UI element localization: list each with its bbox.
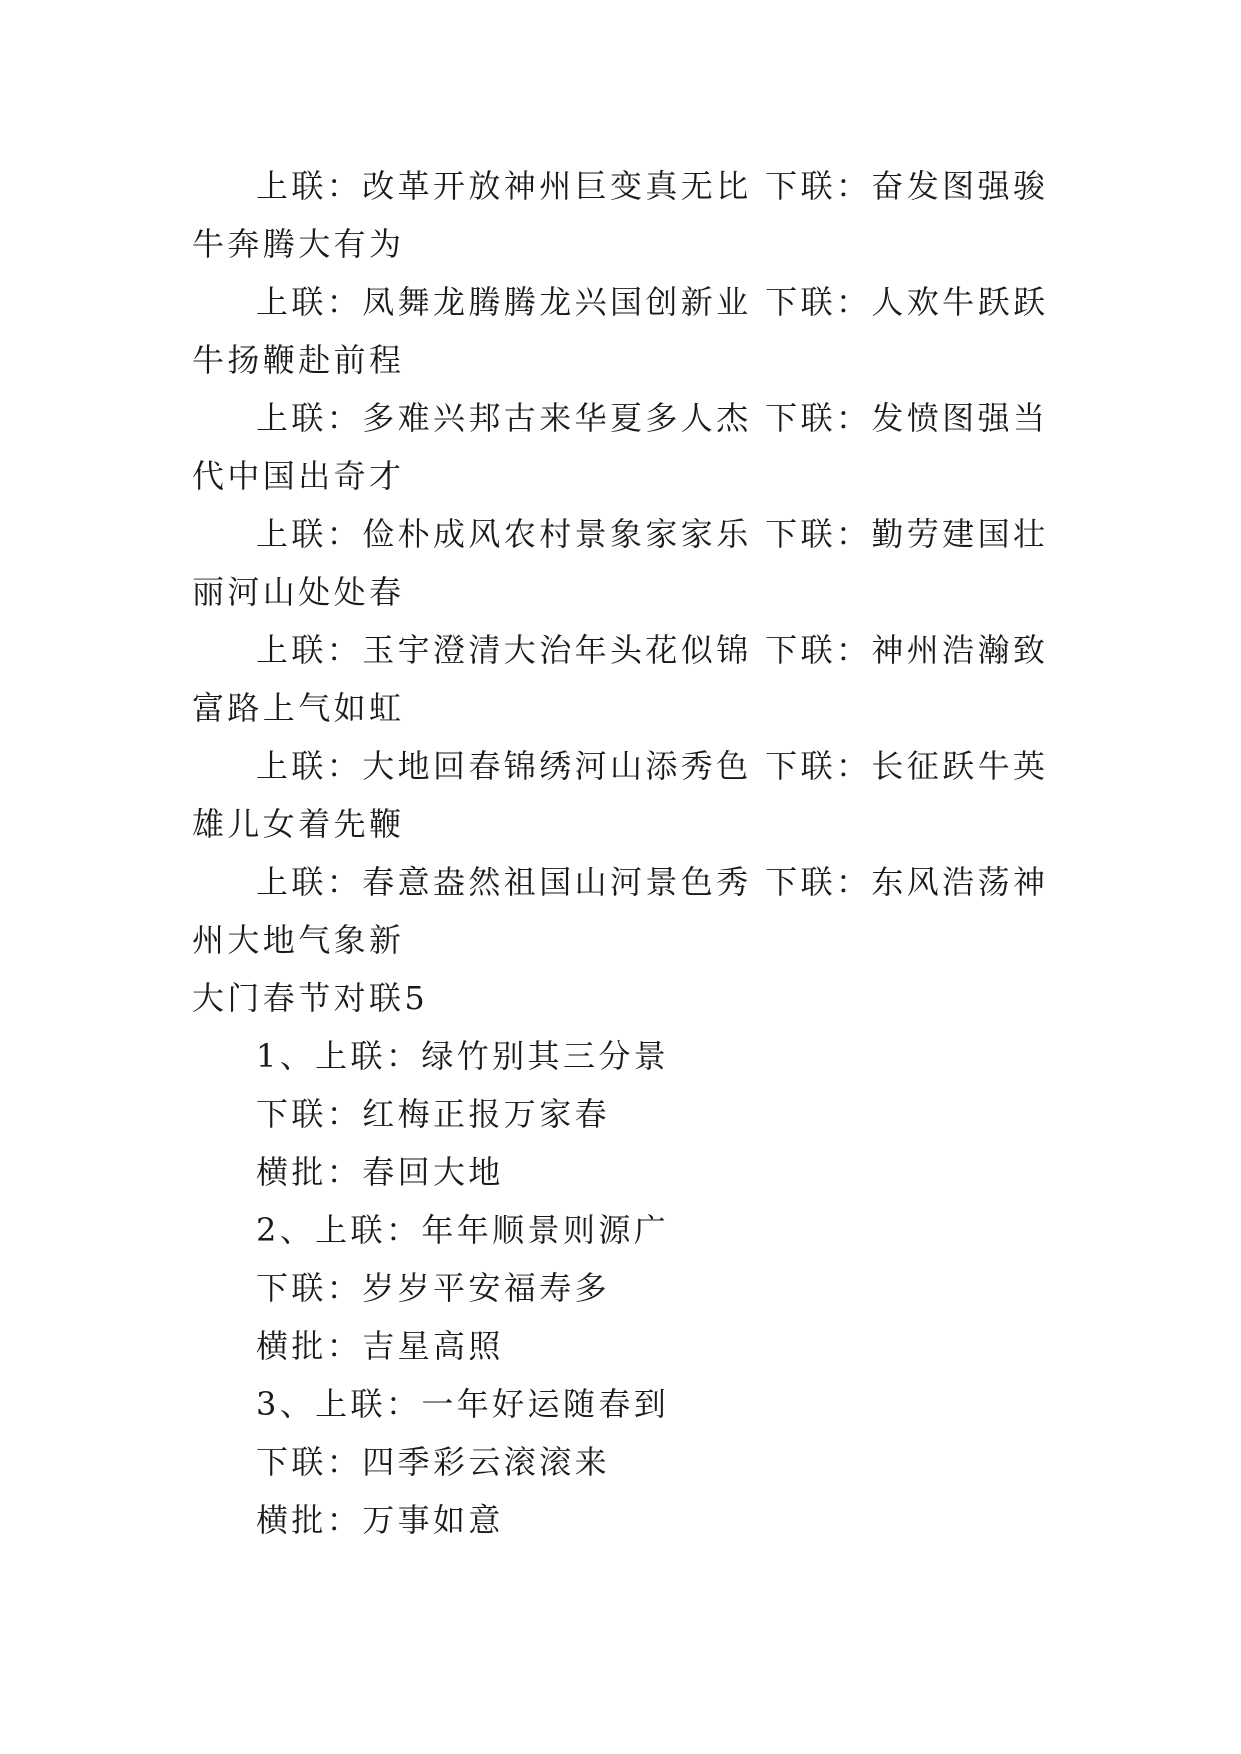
couplet-paragraph: 上联：玉宇澄清大治年头花似锦 下联：神州浩瀚致富路上气如虹 <box>192 631 1049 727</box>
couplet-paragraph: 上联：改革开放神州巨变真无比 下联：奋发图强骏牛奔腾大有为 <box>192 167 1049 263</box>
couplet-line: 下联：红梅正报万家春 <box>256 1095 611 1133</box>
couplet-paragraph: 上联：俭朴成风农村景象家家乐 下联：勤劳建国壮丽河山处处春 <box>192 515 1049 611</box>
couplet-line: 下联：四季彩云滚滚来 <box>256 1443 611 1481</box>
couplet-paragraph: 上联：春意盎然祖国山河景色秀 下联：东风浩荡神州大地气象新 <box>192 863 1049 959</box>
couplet-line: 横批：吉星高照 <box>256 1327 504 1365</box>
couplet-line: 横批：春回大地 <box>256 1153 504 1191</box>
document-body <box>192 157 1052 1549</box>
section-title: 大门春节对联5 <box>192 979 429 1017</box>
couplet-paragraph: 上联：凤舞龙腾腾龙兴国创新业 下联：人欢牛跃跃牛扬鞭赴前程 <box>192 283 1049 379</box>
couplet-line: 1、上联：绿竹别其三分景 <box>256 1037 670 1075</box>
couplet-line: 下联：岁岁平安福寿多 <box>256 1269 611 1307</box>
couplet-line: 3、上联：一年好运随春到 <box>256 1385 670 1423</box>
couplet-paragraph: 上联：多难兴邦古来华夏多人杰 下联：发愤图强当代中国出奇才 <box>192 399 1049 495</box>
couplet-line: 横批：万事如意 <box>256 1501 504 1539</box>
couplet-line: 2、上联：年年顺景则源广 <box>256 1211 670 1249</box>
couplet-paragraph: 上联：大地回春锦绣河山添秀色 下联：长征跃牛英雄儿女着先鞭 <box>192 747 1049 843</box>
